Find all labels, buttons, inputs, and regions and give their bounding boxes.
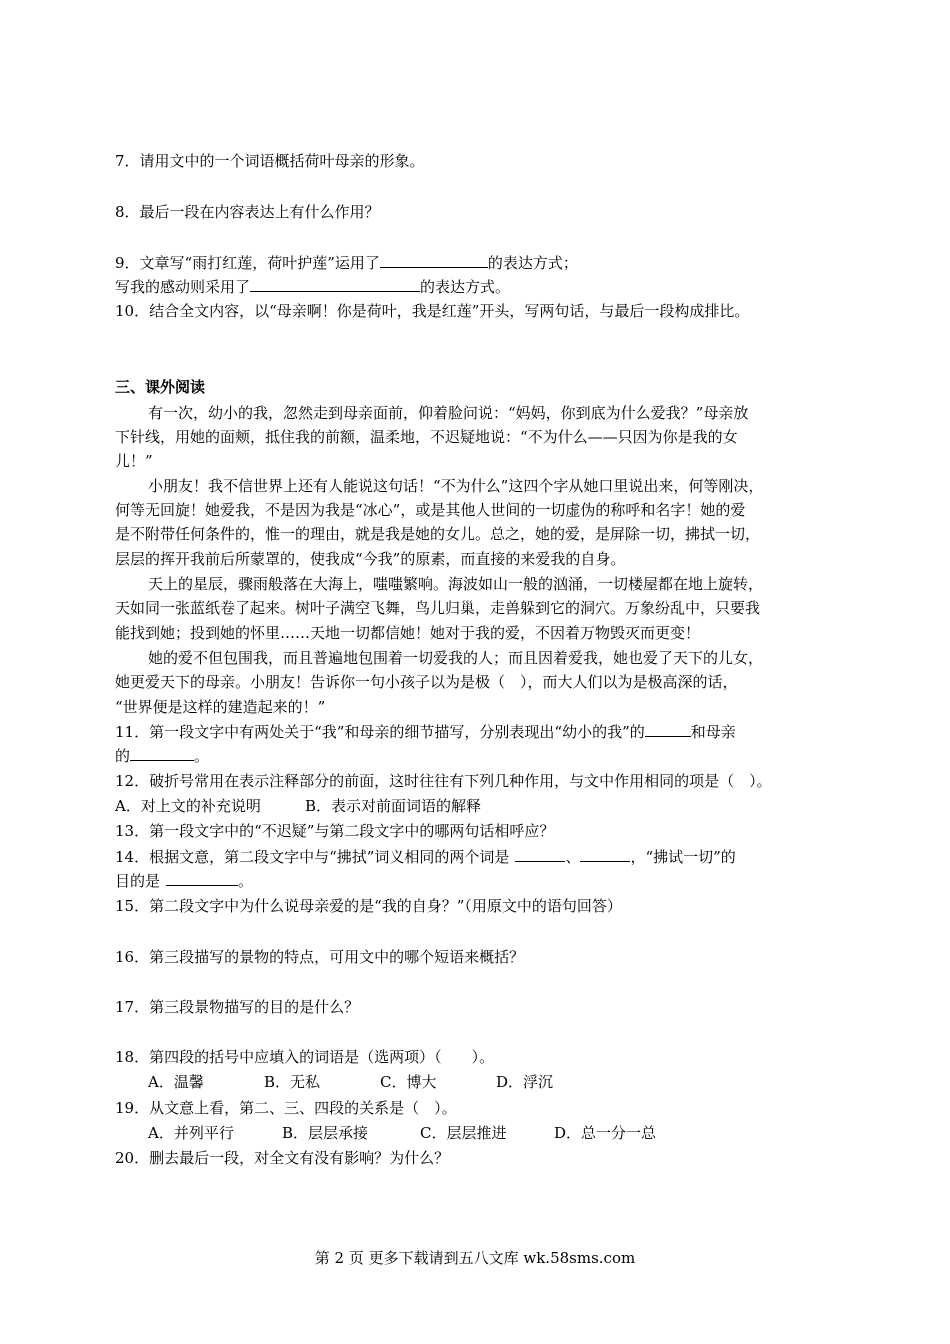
passage-line: 天如同一张蓝纸卷了起来。树叶子满空飞舞，鸟儿归巢，走兽躲到它的洞穴。万象纷乱中，只要我 — [115, 599, 761, 617]
passage-line: 她的爱不但包围我，而且普遍地包围着一切爱我的人；而且因着爱我，她也爱了天下的儿女， — [148, 649, 764, 667]
question-14b-end: 。 — [238, 872, 254, 890]
option: B．表示对前面词语的解释 — [305, 797, 482, 815]
question-19-options — [148, 1123, 656, 1143]
question-11b — [115, 746, 209, 766]
question-7: 7．请用文中的一个词语概括荷叶母亲的形象。 — [115, 152, 425, 170]
answer-blank — [645, 722, 691, 737]
question-10: 10．结合全文内容，以“母亲啊！你是荷叶，我是红莲”开头，写两句话，与最后一段构成排比。 — [115, 302, 750, 320]
question-11a-end: 和母亲 — [690, 723, 736, 741]
question-14a-text: 14．根据文意，第二段文字中与“拂拭”词义相同的两个词是 — [115, 848, 510, 866]
question-11b-end: 。 — [194, 747, 210, 765]
question-8: 8．最后一段在内容表达上有什么作用？ — [115, 203, 380, 221]
option: B．层层承接 — [282, 1124, 369, 1142]
question-9a-text: 9．文章写“雨打红莲，荷叶护莲”运用了 — [115, 254, 380, 272]
question-11b-text: 的 — [115, 747, 131, 765]
question-18-options — [148, 1072, 553, 1092]
option: A．对上文的补充说明 — [115, 797, 261, 815]
passage-line: 天上的星辰，骤雨般落在大海上，嗤嗤繁响。海波如山一般的汹涌，一切楼屋都在地上旋转， — [148, 575, 764, 593]
option: A．并列平行 — [148, 1124, 234, 1142]
passage-line: 下针线，用她的面颊，抵住我的前额，温柔地，不迟疑地说：“不为什么——只因为你是我的女 — [115, 428, 738, 446]
question-16: 16．第三段描写的景物的特点，可用文中的哪个短语来概括？ — [115, 948, 525, 966]
passage-line: 能找到她；投到她的怀里……天地一切都信她！她对于我的爱，不因着万物毁灭而更变！ — [115, 624, 701, 642]
question-9b-end: 的表达方式。 — [420, 278, 511, 296]
question-14a-mid: 、 — [565, 848, 581, 866]
question-20: 20．删去最后一段，对全文有没有影响？为什么？ — [115, 1149, 450, 1167]
option: D．总一分一总 — [554, 1124, 657, 1142]
question-19: 19．从文意上看，第二、三、四段的关系是（ ）。 — [115, 1099, 457, 1117]
question-12: 12．破折号常用在表示注释部分的前面，这时往往有下列几种作用，与文中作用相同的项是（ ）。 — [115, 772, 772, 790]
question-9a-end: 的表达方式； — [487, 254, 578, 272]
section-title: 三、课外阅读 — [115, 378, 206, 396]
question-13: 13．第一段文字中的“不迟疑”与第二段文字中的哪两句话相呼应？ — [115, 822, 555, 840]
passage-line: 她更爱天下的母亲。小朋友！告诉你一句小孩子以为是极（ ），而大人们以为是极高深的话， — [115, 673, 738, 691]
question-12-options — [115, 796, 481, 816]
question-11a-text: 11．第一段文字中有两处关于“我”和母亲的细节描写，分别表现出“幼小的我”的 — [115, 723, 645, 741]
answer-blank — [166, 871, 238, 886]
option: C．层层推进 — [420, 1124, 507, 1142]
passage-line: 小朋友！我不信世界上还有人能说这句话！“不为什么”这四个字从她口里说出来，何等刚决， — [148, 477, 764, 495]
question-18: 18．第四段的括号中应填入的词语是（选两项）（ ）。 — [115, 1048, 495, 1066]
answer-blank — [380, 253, 488, 268]
question-9b-text: 写我的感动则采用了 — [115, 278, 251, 296]
question-9a — [115, 253, 578, 273]
passage-line: 是不附带任何条件的，惟一的理由，就是我是她的女儿。总之，她的爱，是屏除一切，拂拭一切， — [115, 525, 761, 543]
page-footer: 第 2 页 更多下载请到五八文库 wk.58sms.com — [314, 1249, 636, 1267]
question-15: 15．第二段文字中为什么说母亲爱的是“我的自身？”（用原文中的语句回答） — [115, 897, 622, 915]
option: B．无私 — [264, 1073, 321, 1091]
question-17: 17．第三段景物描写的目的是什么？ — [115, 998, 360, 1016]
passage-line: 何等无回旋！她爱我，不是因为我是“冰心”，或是其他人世间的一切虚伪的称呼和名字！她的爱 — [115, 501, 746, 519]
passage-line: “世界便是这样的建造起来的！” — [115, 698, 326, 716]
answer-blank — [515, 847, 565, 862]
question-14a — [115, 847, 736, 867]
question-11a — [115, 722, 736, 742]
passage-line: 有一次，幼小的我，忽然走到母亲面前，仰着脸问说：“妈妈，你到底为什么爱我？”母亲放 — [148, 404, 749, 422]
question-14b — [115, 871, 253, 891]
question-14b-text: 目的是 — [115, 872, 161, 890]
answer-blank — [130, 746, 194, 761]
answer-blank — [580, 847, 630, 862]
option: C．博大 — [380, 1073, 437, 1091]
passage-line: 儿！” — [115, 452, 153, 470]
answer-blank — [250, 277, 420, 292]
passage-line: 层层的挥开我前后所蒙罩的，使我成“今我”的原素，而直接的来爱我的自身。 — [115, 550, 626, 568]
option: A．温馨 — [148, 1073, 204, 1091]
question-14a-end: ，“拂试一切”的 — [630, 848, 736, 866]
question-9b — [115, 277, 510, 297]
option: D．浮沉 — [496, 1073, 554, 1091]
